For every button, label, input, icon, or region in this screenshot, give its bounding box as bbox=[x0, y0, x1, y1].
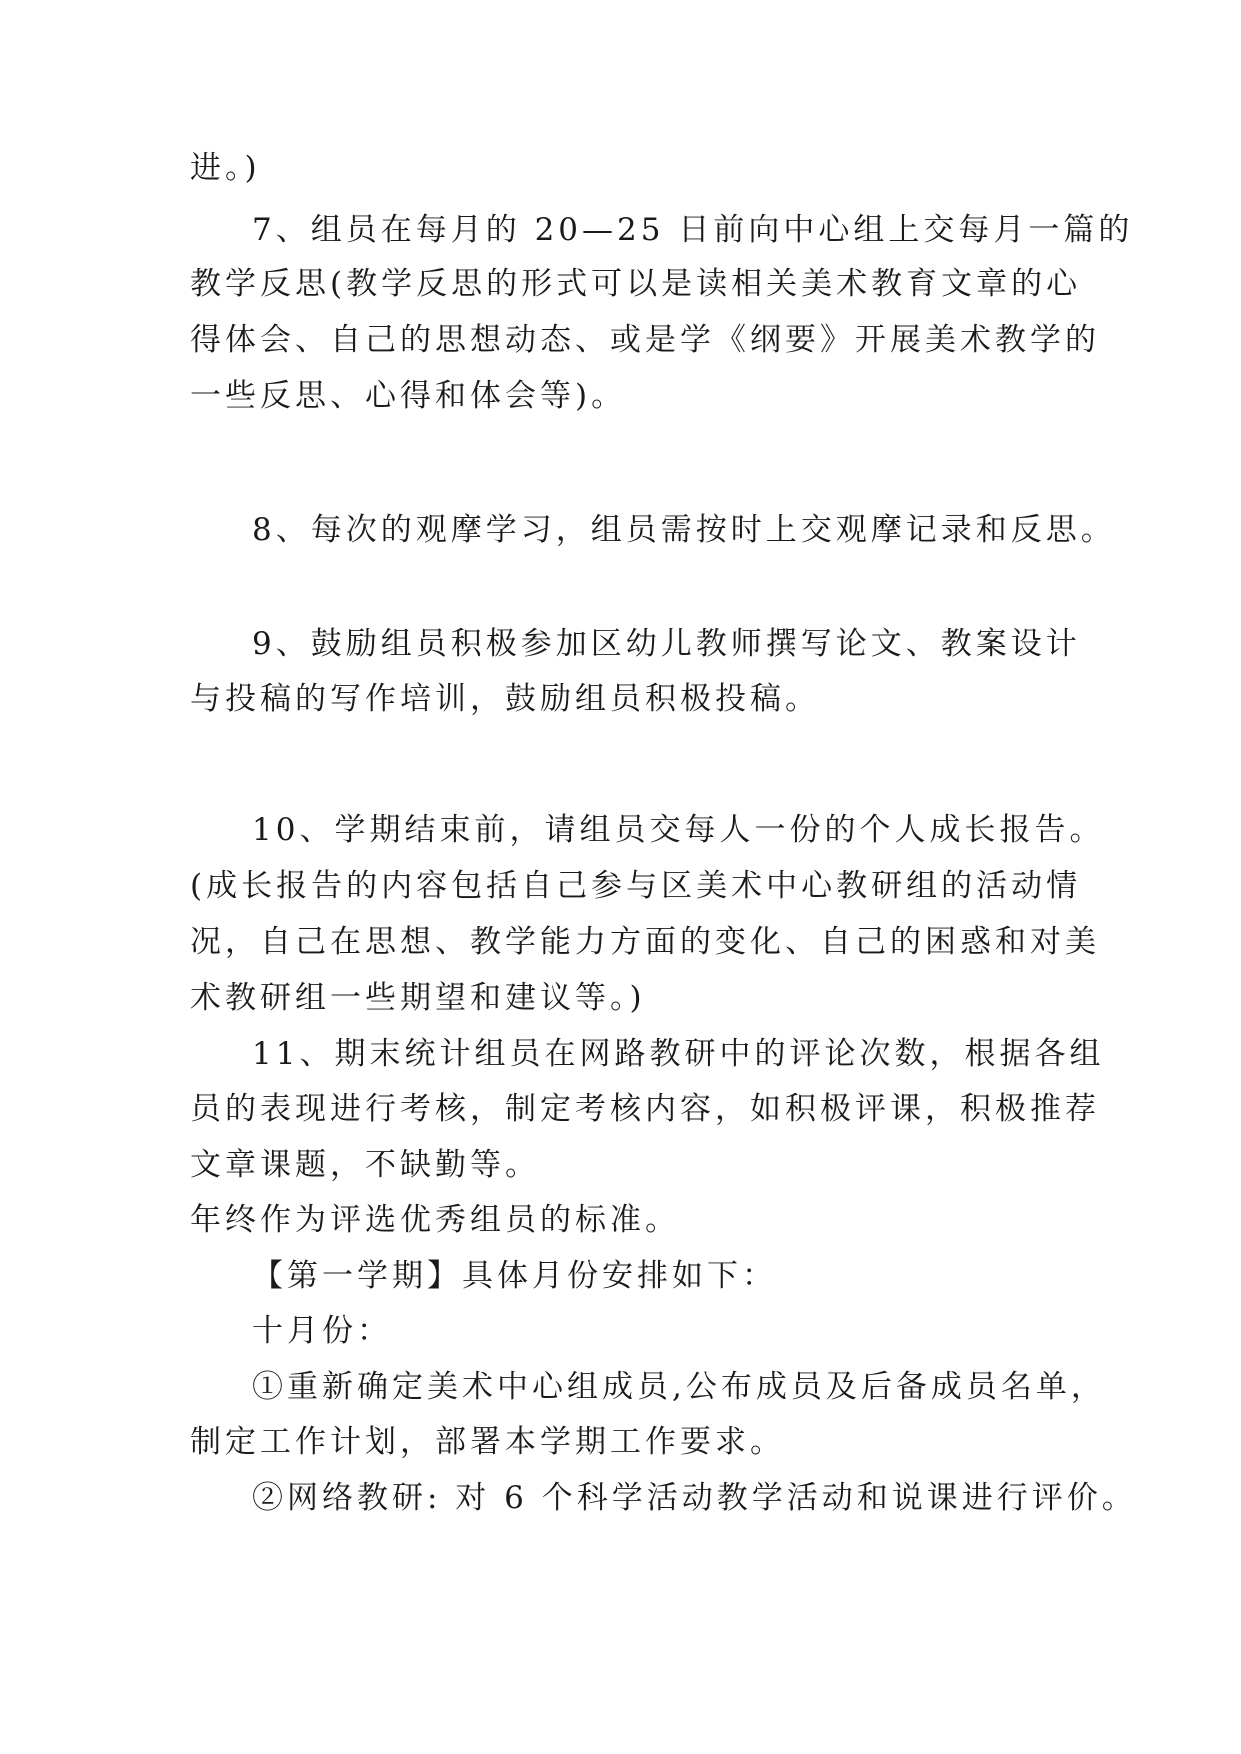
text-line: 【第一学期】具体月份安排如下： bbox=[252, 1258, 777, 1294]
text-line: 况，自己在思想、教学能力方面的变化、自己的困惑和对美 bbox=[190, 924, 1100, 960]
text-line: 与投稿的写作培训，鼓励组员积极投稿。 bbox=[190, 681, 820, 717]
text-line: ②网络教研: 对 6 个科学活动教学活动和说课进行评价。 bbox=[252, 1480, 1137, 1516]
text-line: 10、学期结束前，请组员交每人一份的个人成长报告。 bbox=[252, 812, 1105, 848]
text-line: 十月份： bbox=[252, 1313, 392, 1349]
text-line: 文章课题，不缺勤等。 bbox=[190, 1147, 540, 1183]
text-line: 制定工作计划，部署本学期工作要求。 bbox=[190, 1424, 785, 1460]
text-line: ①重新确定美术中心组成员,公布成员及后备成员名单， bbox=[252, 1369, 1106, 1405]
text-line: (成长报告的内容包括自己参与区美术中心教研组的活动情 bbox=[190, 868, 1082, 904]
text-line: 9、鼓励组员积极参加区幼儿教师撰写论文、教案设计 bbox=[252, 626, 1081, 662]
text-line: 11、期末统计组员在网路教研中的评论次数，根据各组 bbox=[252, 1036, 1105, 1072]
text-line: 得体会、自己的思想动态、或是学《纲要》开展美术教学的 bbox=[190, 322, 1100, 358]
text-line: 员的表现进行考核，制定考核内容，如积极评课，积极推荐 bbox=[190, 1091, 1100, 1127]
text-line: 7、组员在每月的 20—25 日前向中心组上交每月一篇的 bbox=[252, 212, 1134, 248]
text-line: 术教研组一些期望和建议等。) bbox=[190, 980, 646, 1016]
text-line: 一些反思、心得和体会等)。 bbox=[190, 378, 627, 414]
text-line: 8、每次的观摩学习，组员需按时上交观摩记录和反思。 bbox=[252, 512, 1116, 548]
text-line: 年终作为评选优秀组员的标准。 bbox=[190, 1202, 680, 1238]
text-line: 教学反思(教学反思的形式可以是读相关美术教育文章的心 bbox=[190, 266, 1082, 302]
text-line: 进。) bbox=[190, 150, 261, 186]
